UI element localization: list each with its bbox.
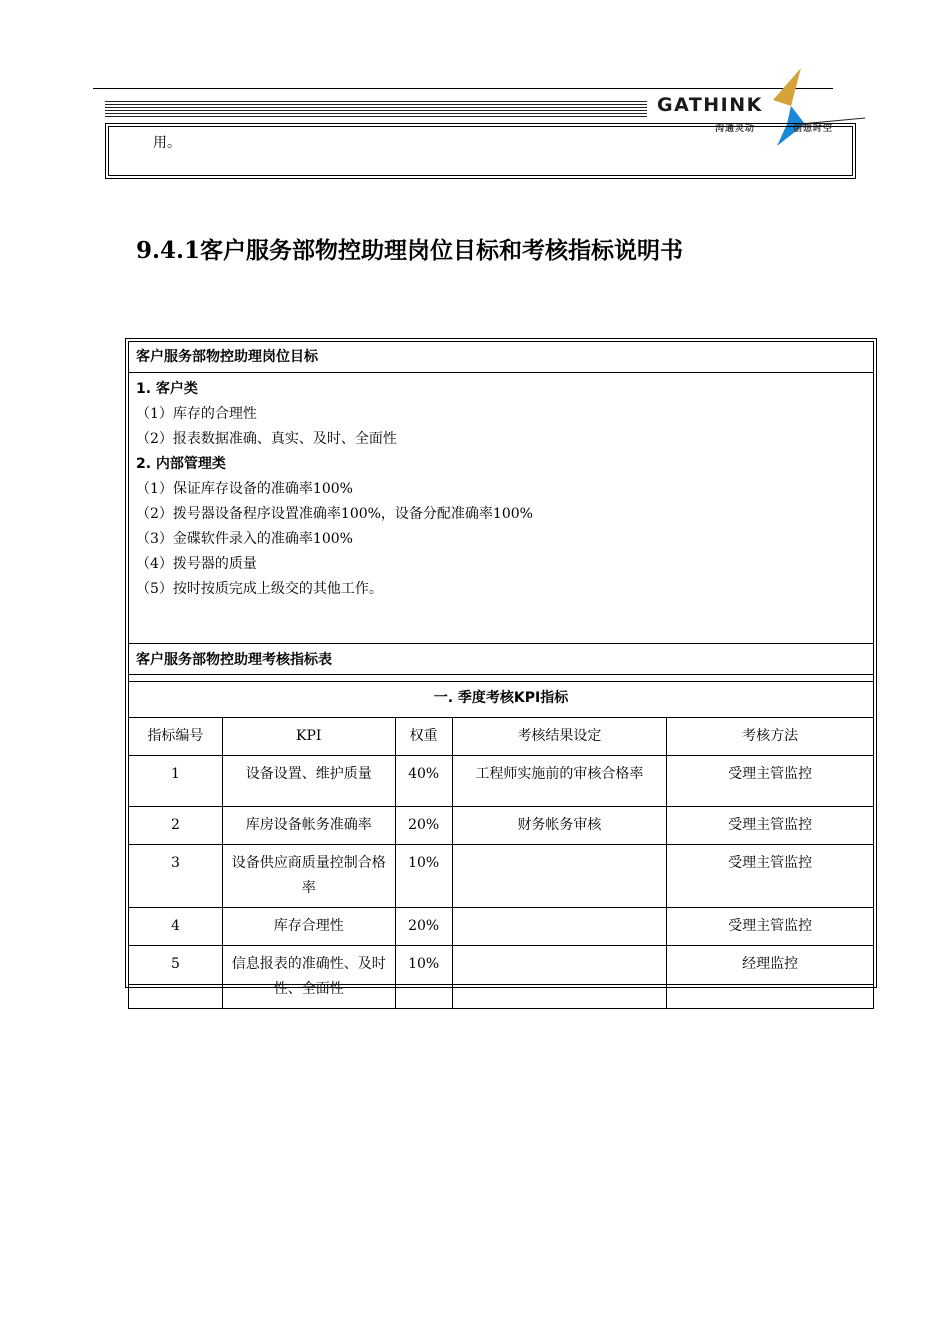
kpi-id: 4 <box>129 908 223 946</box>
kpi-result <box>452 946 667 1009</box>
logo-slogan-left: 沟通灵动 <box>715 124 756 134</box>
kpi-id: 3 <box>129 845 223 908</box>
kpi-method: 受理主管监控 <box>667 908 874 946</box>
column-header-weight: 权重 <box>395 718 452 756</box>
kpi-id: 1 <box>129 756 223 807</box>
table-row <box>129 946 874 1009</box>
header-stripes <box>105 101 647 119</box>
kpi-name: 库存合理性 <box>222 908 395 946</box>
goal-line: （2）拨号器设备程序设置准确率100%，设备分配准确率100% <box>136 506 533 522</box>
kpi-result: 工程师实施前的审核合格率 <box>452 756 667 807</box>
previous-section-box <box>105 123 856 179</box>
kpi-result: 财务帐务审核 <box>452 807 667 845</box>
main-table <box>125 338 877 997</box>
kpi-weight: 20% <box>395 807 452 845</box>
kpi-method: 受理主管监控 <box>667 807 874 845</box>
goal-line: （1）库存的合理性 <box>136 406 257 422</box>
kpi-table <box>128 681 874 1009</box>
column-header-method: 考核方法 <box>667 718 874 756</box>
kpi-name: 信息报表的准确性、及时性、全面性 <box>222 946 395 1009</box>
goal-line: 1. 客户类 <box>136 381 198 397</box>
document-title: 9.4.1客户服务部物控助理岗位目标和考核指标说明书 <box>136 237 684 264</box>
table-row <box>129 845 874 908</box>
previous-section-text: 用。 <box>153 135 181 151</box>
kpi-id: 2 <box>129 807 223 845</box>
goal-line: （1）保证库存设备的准确率100% <box>136 481 353 497</box>
goal-line: （4）拨号器的质量 <box>136 556 257 572</box>
column-header-kpi: KPI <box>222 718 395 756</box>
previous-section-frame <box>108 126 853 176</box>
logo-slogan-right: 创想时空 <box>793 124 834 134</box>
table-row <box>129 807 874 845</box>
kpi-weight: 40% <box>395 756 452 807</box>
kpi-method: 受理主管监控 <box>667 845 874 908</box>
logo-text: GATHINK <box>657 94 763 116</box>
kpi-caption-row <box>129 682 874 718</box>
kpi-name: 设备供应商质量控制合格率 <box>222 845 395 908</box>
kpi-weight: 10% <box>395 946 452 1009</box>
column-header-id: 指标编号 <box>129 718 223 756</box>
kpi-result <box>452 845 667 908</box>
kpi-weight: 10% <box>395 845 452 908</box>
table-row <box>129 908 874 946</box>
kpi-header-row <box>129 718 874 756</box>
goal-line: （2）报表数据准确、真实、及时、全面性 <box>136 431 397 447</box>
kpi-heading: 客户服务部物控助理考核指标表 <box>128 643 874 675</box>
table-row <box>129 756 874 807</box>
kpi-method: 受理主管监控 <box>667 756 874 807</box>
kpi-id: 5 <box>129 946 223 1009</box>
kpi-weight: 20% <box>395 908 452 946</box>
kpi-caption: 一. 季度考核KPI指标 <box>129 682 874 718</box>
kpi-name: 库房设备帐务准确率 <box>222 807 395 845</box>
goal-line: （3）金碟软件录入的准确率100% <box>136 531 353 547</box>
goal-line: （5）按时按质完成上级交的其他工作。 <box>136 581 383 597</box>
kpi-method: 经理监控 <box>667 946 874 1009</box>
goal-line: 2. 内部管理类 <box>136 456 226 472</box>
kpi-name: 设备设置、维护质量 <box>222 756 395 807</box>
goals-list <box>136 377 533 602</box>
kpi-result <box>452 908 667 946</box>
column-header-result: 考核结果设定 <box>452 718 667 756</box>
goals-heading: 客户服务部物控助理岗位目标 <box>128 341 874 373</box>
